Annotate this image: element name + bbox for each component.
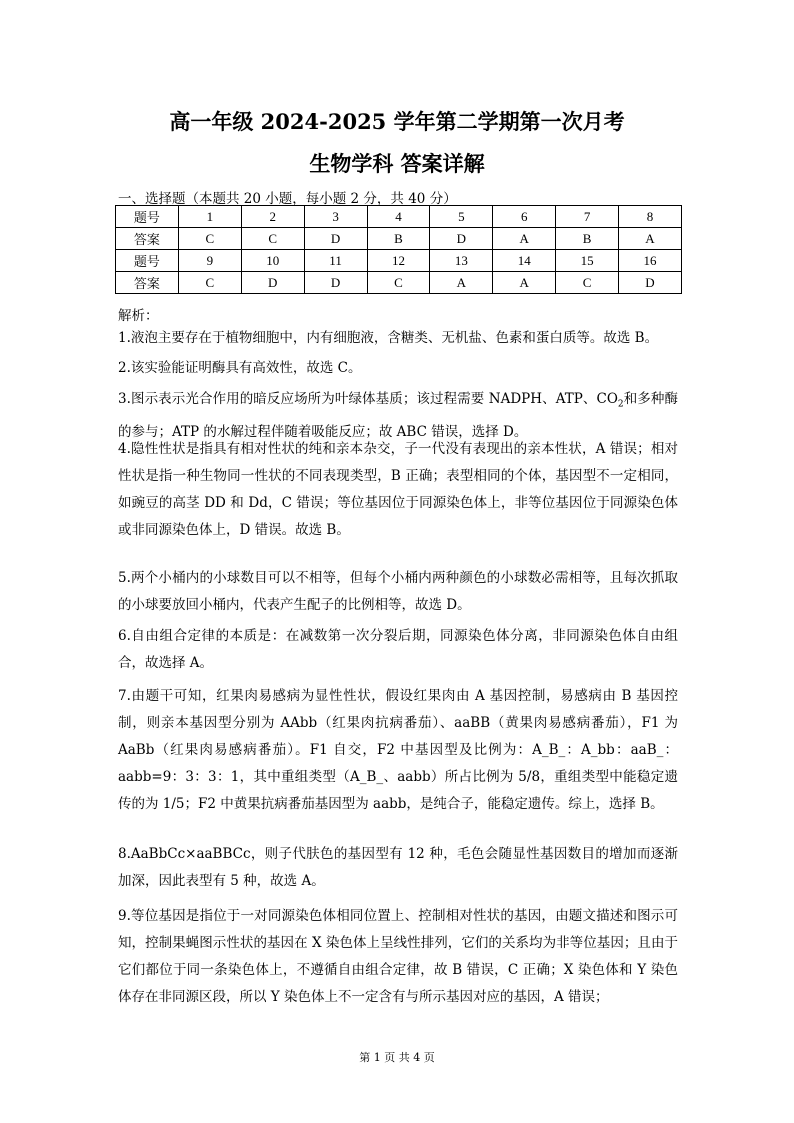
table-cell: C bbox=[367, 272, 430, 294]
table-cell: C bbox=[556, 272, 619, 294]
explanation-q4: 4.隐性性状是指具有相对性状的纯和亲本杂交，子一代没有表现出的亲本性状，A 错误；相对性状是指一种生物同一性状的不同表现类型，B 正确；表型相同的个体，基因型不一定相同，如豌豆的高茎 DD 和 Dd，C 错误；等位基因位于同源染色体上，非等位基因位于同源染色体或非同源染色体上，D 错误。故选 B。 bbox=[118, 441, 678, 538]
table-cell: 答案 bbox=[116, 228, 179, 250]
table-cell: A bbox=[493, 228, 556, 250]
table-cell: D bbox=[430, 228, 493, 250]
explanation-q5: 5.两个小桶内的小球数目可以不相等，但每个小桶内两种颜色的小球数必需相等，且每次抓取的小球要放回小桶内，代表产生配子的比例相等，故选 D。 bbox=[118, 570, 678, 613]
answer-table bbox=[115, 205, 682, 294]
table-cell: 1 bbox=[178, 206, 241, 228]
table-cell: 题号 bbox=[116, 250, 179, 272]
table-cell: D bbox=[304, 228, 367, 250]
table-cell: 10 bbox=[241, 250, 304, 272]
table-cell: D bbox=[241, 272, 304, 294]
analysis-label: 解析： bbox=[118, 308, 159, 324]
table-cell: 3 bbox=[304, 206, 367, 228]
table-cell: 2 bbox=[241, 206, 304, 228]
table-cell: 16 bbox=[619, 250, 682, 272]
table-cell: D bbox=[304, 272, 367, 294]
table-cell: D bbox=[619, 272, 682, 294]
document-title: 高一年级 2024-2025 学年第二学期第一次月考 bbox=[169, 109, 625, 134]
table-cell: 11 bbox=[304, 250, 367, 272]
explanation-q8: 8.AaBbCc×aaBBCc，则子代肤色的基因型有 12 种，毛色会随显性基因数目的增加而逐渐加深，因此表型有 5 种，故选 A。 bbox=[118, 846, 678, 889]
table-cell: C bbox=[178, 228, 241, 250]
table-cell: 8 bbox=[619, 206, 682, 228]
table-row bbox=[116, 272, 682, 294]
table-cell: 13 bbox=[430, 250, 493, 272]
explanation-q9: 9.等位基因是指位于一对同源染色体相同位置上、控制相对性状的基因，由题文描述和图示可知，控制果蝇图示性状的基因在 X 染色体上呈线性排列，它们的关系均为非等位基因；且由于它们都位于同一条染色体上，不遵循自由组合定律，故 B 错误，C 正确；X 染色体和 Y 染色体存在非同源区段，所以 Y 染色体上不一定含有与所示基因对应的基因，A 错误； bbox=[118, 908, 678, 1005]
table-row bbox=[116, 228, 682, 250]
table-cell: 14 bbox=[493, 250, 556, 272]
explanation-q3-text: 3.图示表示光合作用的暗反应场所为叶绿体基质；该过程需要 NADPH、ATP、CO bbox=[118, 391, 618, 407]
table-cell: 15 bbox=[556, 250, 619, 272]
table-row bbox=[116, 206, 682, 228]
table-row bbox=[116, 250, 682, 272]
table-cell: C bbox=[241, 228, 304, 250]
page-footer: 第 1 页 共 4 页 bbox=[359, 1051, 435, 1064]
document-subtitle: 生物学科 答案详解 bbox=[309, 151, 485, 176]
table-cell: 12 bbox=[367, 250, 430, 272]
table-cell: A bbox=[430, 272, 493, 294]
co2-subscript: 2 bbox=[617, 399, 624, 410]
table-cell: 5 bbox=[430, 206, 493, 228]
section-heading: 一、选择题（本题共 20 小题，每小题 2 分，共 40 分） bbox=[118, 191, 457, 207]
table-cell: 题号 bbox=[116, 206, 179, 228]
table-cell: A bbox=[493, 272, 556, 294]
table-cell: 6 bbox=[493, 206, 556, 228]
table-cell: 4 bbox=[367, 206, 430, 228]
explanation-q6: 6.自由组合定律的本质是：在减数第一次分裂后期，同源染色体分离，非同源染色体自由组合，故选择 A。 bbox=[118, 628, 678, 671]
table-cell: 9 bbox=[178, 250, 241, 272]
table-cell: 7 bbox=[556, 206, 619, 228]
table-cell: B bbox=[367, 228, 430, 250]
table-cell: C bbox=[178, 272, 241, 294]
table-cell: A bbox=[619, 228, 682, 250]
explanation-q2: 2.该实验能证明酶具有高效性，故选 C。 bbox=[118, 360, 362, 376]
table-cell: B bbox=[556, 228, 619, 250]
table-cell: 答案 bbox=[116, 272, 179, 294]
explanation-q3-text-cont: 和多种酶的参与；ATP 的水解过程伴随着吸能反应；故 ABC 错误，选择 D。 bbox=[118, 391, 678, 440]
explanation-q7: 7.由题干可知，红果肉易感病为显性性状，假设红果肉由 A 基因控制，易感病由 B 基因控制，则亲本基因型分别为 AAbb（红果肉抗病番茄）、aaBB（黄果肉易感病番茄），F1 为 AaBb（红果肉易感病番茄）。F1 自交，F2 中基因型及比例为：A_B_：A_bb：aaB_：aabb=9：3：3：1，其中重组类型（A_B_、aabb）所占比例为 5/8，重组类型中能稳定遗传的为 1/5；F2 中黄果抗病番茄基因型为 aabb，是纯合子，能稳定遗传。综上，选择 B。 bbox=[118, 688, 678, 812]
explanation-q1: 1.液泡主要存在于植物细胞中，内有细胞液，含糖类、无机盐、色素和蛋白质等。故选 B。 bbox=[118, 330, 659, 346]
